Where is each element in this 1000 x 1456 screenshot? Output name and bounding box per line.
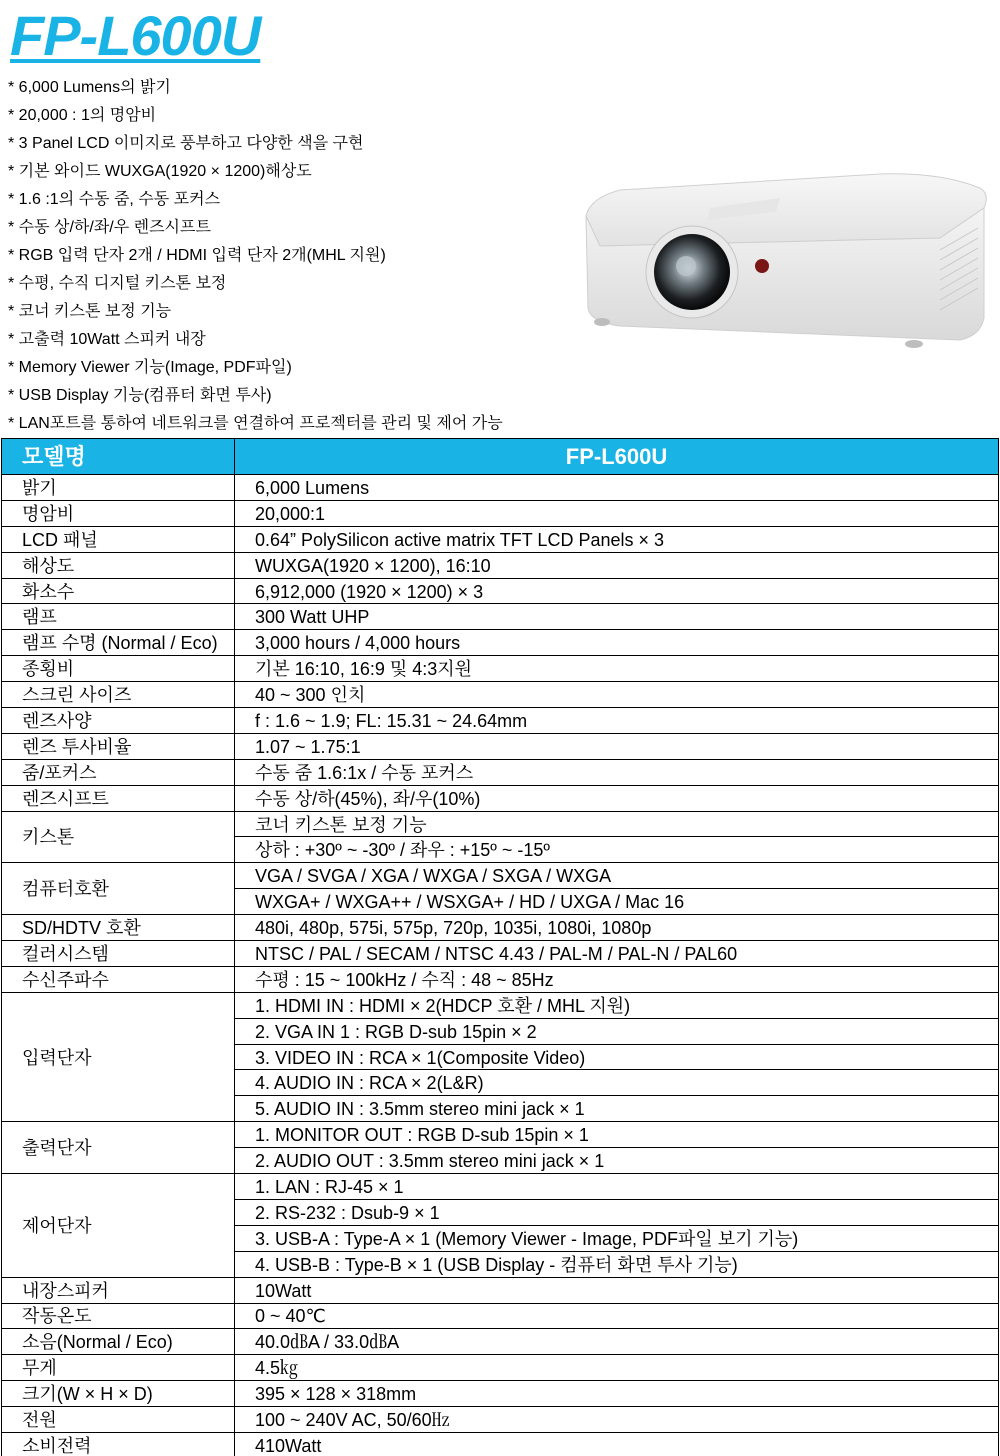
table-row xyxy=(2,733,999,759)
spec-value: 수동 상/하(45%), 좌/우(10%) xyxy=(235,785,999,811)
table-row xyxy=(2,630,999,656)
spec-label: 밝기 xyxy=(2,475,235,501)
spec-value: 40 ~ 300 인치 xyxy=(235,682,999,708)
spec-value: NTSC / PAL / SECAM / NTSC 4.43 / PAL-M / PAL-N / PAL60 xyxy=(235,941,999,967)
feature-list xyxy=(8,76,588,440)
table-row xyxy=(2,475,999,501)
spec-label: 소음(Normal / Eco) xyxy=(2,1329,235,1355)
table-row xyxy=(2,1407,999,1433)
spec-value: 2. AUDIO OUT : 3.5mm stereo mini jack × 1 xyxy=(235,1148,999,1174)
spec-label: LCD 패널 xyxy=(2,526,235,552)
spec-label: 수신주파수 xyxy=(2,966,235,992)
table-row xyxy=(2,1329,999,1355)
spec-value: 1. HDMI IN : HDMI × 2(HDCP 호환 / MHL 지원) xyxy=(235,992,999,1018)
table-header-row xyxy=(2,439,999,475)
spec-value: 1.07 ~ 1.75:1 xyxy=(235,733,999,759)
spec-value: 3. VIDEO IN : RCA × 1(Composite Video) xyxy=(235,1044,999,1070)
spec-value: 1. MONITOR OUT : RGB D-sub 15pin × 1 xyxy=(235,1122,999,1148)
spec-label: 렌즈사양 xyxy=(2,708,235,734)
spec-value: 수평 : 15 ~ 100kHz / 수직 : 48 ~ 85Hz xyxy=(235,966,999,992)
spec-label: 내장스피커 xyxy=(2,1277,235,1303)
table-row xyxy=(2,1277,999,1303)
table-row xyxy=(2,708,999,734)
spec-value: 4.5㎏ xyxy=(235,1355,999,1381)
table-row xyxy=(2,656,999,682)
table-row xyxy=(2,1355,999,1381)
spec-value: 410Watt xyxy=(235,1432,999,1456)
spec-value: 3. USB-A : Type-A × 1 (Memory Viewer - Image, PDF파일 보기 기능) xyxy=(235,1225,999,1251)
header-model-value: FP-L600U xyxy=(235,439,999,475)
table-row xyxy=(2,863,999,889)
feature-item: * RGB 입력 단자 2개 / HDMI 입력 단자 2개(MHL 지원) xyxy=(8,247,386,264)
spec-value: 300 Watt UHP xyxy=(235,604,999,630)
spec-value: 395 × 128 × 318mm xyxy=(235,1381,999,1407)
table-row xyxy=(2,578,999,604)
spec-label: 컴퓨터호환 xyxy=(2,863,235,915)
spec-label: 명암비 xyxy=(2,500,235,526)
spec-value: 480i, 480p, 575i, 575p, 720p, 1035i, 1080i, 1080p xyxy=(235,915,999,941)
spec-label: 램프 수명 (Normal / Eco) xyxy=(2,630,235,656)
spec-label: 전원 xyxy=(2,1407,235,1433)
spec-value: f : 1.6 ~ 1.9; FL: 15.31 ~ 24.64mm xyxy=(235,708,999,734)
spec-value: WXGA+ / WXGA++ / WSXGA+ / HD / UXGA / Mac 16 xyxy=(235,889,999,915)
table-row xyxy=(2,759,999,785)
table-row xyxy=(2,966,999,992)
spec-value: 6,000 Lumens xyxy=(235,475,999,501)
table-row xyxy=(2,526,999,552)
feature-item: * 코너 키스톤 보정 기능 xyxy=(8,303,172,320)
feature-item: * 수평, 수직 디지털 키스톤 보정 xyxy=(8,275,227,292)
spec-value: 4. USB-B : Type-B × 1 (USB Display - 컴퓨터 화면 투사 기능) xyxy=(235,1251,999,1277)
feature-item: * 기본 와이드 WUXGA(1920 × 1200)해상도 xyxy=(8,163,312,180)
projector-image xyxy=(580,168,996,360)
spec-label: 화소수 xyxy=(2,578,235,604)
spec-label: 키스톤 xyxy=(2,811,235,863)
spec-label: 크기(W × H × D) xyxy=(2,1381,235,1407)
spec-label: 제어단자 xyxy=(2,1174,235,1278)
spec-value: 상하 : +30º ~ -30º / 좌우 : +15º ~ -15º xyxy=(235,837,999,863)
table-row xyxy=(2,552,999,578)
table-row xyxy=(2,915,999,941)
feature-item: * USB Display 기능(컴퓨터 화면 투사) xyxy=(8,387,272,404)
spec-label: 줌/포커스 xyxy=(2,759,235,785)
spec-label: 컬러시스템 xyxy=(2,941,235,967)
feature-item: * 3 Panel LCD 이미지로 풍부하고 다양한 색을 구현 xyxy=(8,135,364,152)
spec-value: 10Watt xyxy=(235,1277,999,1303)
spec-label: 렌즈 투사비율 xyxy=(2,733,235,759)
spec-value: WUXGA(1920 × 1200), 16:10 xyxy=(235,552,999,578)
spec-label: 작동온도 xyxy=(2,1303,235,1329)
spec-label: 해상도 xyxy=(2,552,235,578)
spec-value: 기본 16:10, 16:9 및 4:3지원 xyxy=(235,656,999,682)
feature-item: * 6,000 Lumens의 밝기 xyxy=(8,79,171,96)
table-row xyxy=(2,1432,999,1456)
spec-value: 0.64” PolySilicon active matrix TFT LCD Panels × 3 xyxy=(235,526,999,552)
feature-item: * 20,000 : 1의 명암비 xyxy=(8,107,157,124)
table-row xyxy=(2,785,999,811)
table-row xyxy=(2,1122,999,1148)
spec-value: 코너 키스톤 보정 기능 xyxy=(235,811,999,837)
spec-table xyxy=(1,438,999,1456)
table-row xyxy=(2,1303,999,1329)
spec-value: 40.0㏈A / 33.0㏈A xyxy=(235,1329,999,1355)
spec-value: 2. RS-232 : Dsub-9 × 1 xyxy=(235,1199,999,1225)
spec-value: 5. AUDIO IN : 3.5mm stereo mini jack × 1 xyxy=(235,1096,999,1122)
table-row xyxy=(2,941,999,967)
spec-label: 입력단자 xyxy=(2,992,235,1121)
spec-value: 0 ~ 40℃ xyxy=(235,1303,999,1329)
feature-item: * 수동 상/하/좌/우 렌즈시프트 xyxy=(8,219,211,236)
table-row xyxy=(2,1381,999,1407)
spec-value: 6,912,000 (1920 × 1200) × 3 xyxy=(235,578,999,604)
spec-label: 렌즈시프트 xyxy=(2,785,235,811)
table-row xyxy=(2,682,999,708)
feature-item: * 고출력 10Watt 스피커 내장 xyxy=(8,331,206,348)
spec-value: 3,000 hours / 4,000 hours xyxy=(235,630,999,656)
table-row xyxy=(2,1174,999,1200)
feature-item: * LAN포트를 통하여 네트워크를 연결하여 프로젝터를 관리 및 제어 가능 xyxy=(8,415,503,432)
spec-value: 100 ~ 240V AC, 50/60㎐ xyxy=(235,1407,999,1433)
spec-value: 수동 줌 1.6:1x / 수동 포커스 xyxy=(235,759,999,785)
product-title: FP-L600U xyxy=(10,4,261,67)
feature-item: * 1.6 :1의 수동 줌, 수동 포커스 xyxy=(8,191,221,208)
spec-label: 종횡비 xyxy=(2,656,235,682)
table-row xyxy=(2,811,999,837)
feature-item: * Memory Viewer 기능(Image, PDF파일) xyxy=(8,359,292,376)
spec-value: 20,000:1 xyxy=(235,500,999,526)
spec-label: 무게 xyxy=(2,1355,235,1381)
spec-value: 2. VGA IN 1 : RGB D-sub 15pin × 2 xyxy=(235,1018,999,1044)
table-row xyxy=(2,992,999,1018)
table-row xyxy=(2,500,999,526)
spec-label: SD/HDTV 호환 xyxy=(2,915,235,941)
table-row xyxy=(2,604,999,630)
header-model-label: 모델명 xyxy=(2,439,235,475)
spec-label: 소비전력 xyxy=(2,1432,235,1456)
spec-label: 램프 xyxy=(2,604,235,630)
spec-value: 1. LAN : RJ-45 × 1 xyxy=(235,1174,999,1200)
spec-value: 4. AUDIO IN : RCA × 2(L&R) xyxy=(235,1070,999,1096)
spec-label: 스크린 사이즈 xyxy=(2,682,235,708)
spec-value: VGA / SVGA / XGA / WXGA / SXGA / WXGA xyxy=(235,863,999,889)
spec-label: 출력단자 xyxy=(2,1122,235,1174)
